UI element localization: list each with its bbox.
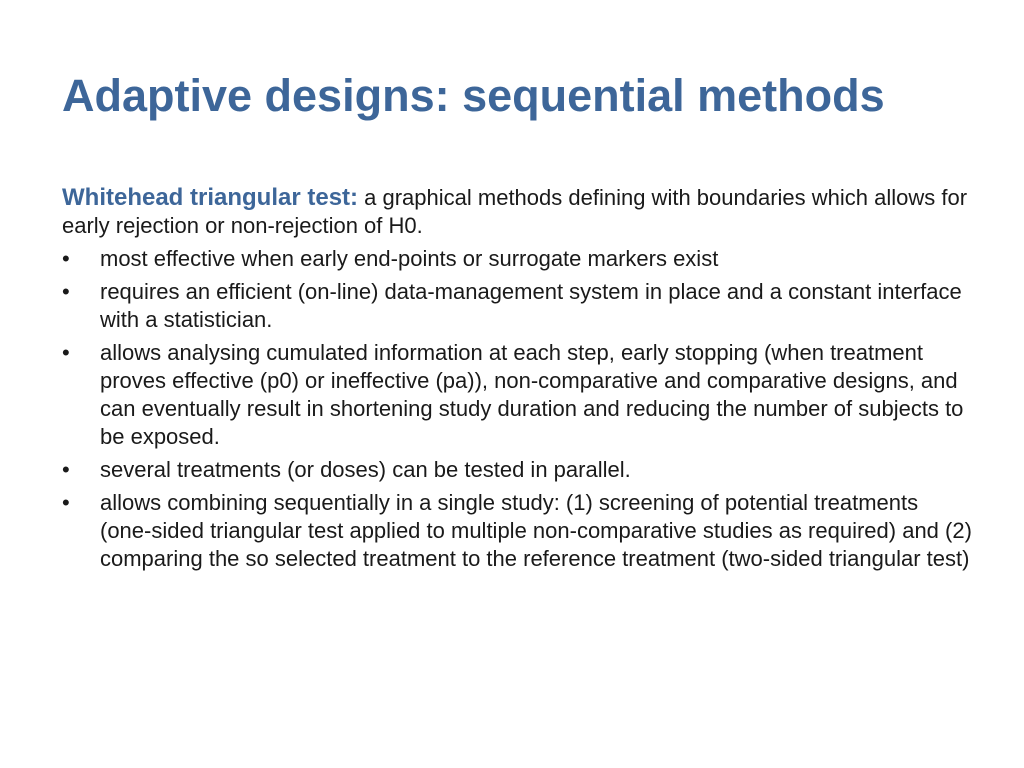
slide-title: Adaptive designs: sequential methods	[62, 70, 885, 121]
bullet-icon: •	[62, 246, 70, 271]
bullet-icon: •	[62, 279, 70, 304]
bullet-list	[62, 245, 972, 573]
intro-lead: Whitehead triangular test:	[62, 184, 359, 211]
list-item-text: most effective when early end-points or surrogate markers exist	[100, 246, 719, 271]
slide-body	[62, 184, 972, 578]
list-item-text: several treatments (or doses) can be tested in parallel.	[100, 457, 631, 482]
bullet-icon: •	[62, 457, 70, 482]
list-item-text: allows analysing cumulated information at each step, early stopping (when treatment proves effective (p0) or ineffective (pa)), non-comparative and comparative designs, and can eventually result in shortening study duration and reducing the number of subjects to be exposed.	[100, 340, 964, 449]
list-item	[62, 339, 972, 451]
list-item	[62, 489, 972, 573]
intro-text: a graphical methods defining with boundaries which allows for early rejection or non-rejection of H0.	[62, 185, 968, 238]
intro-paragraph	[62, 184, 972, 240]
bullet-icon: •	[62, 490, 70, 515]
list-item	[62, 456, 972, 484]
list-item	[62, 245, 972, 273]
bullet-icon: •	[62, 340, 70, 365]
list-item	[62, 278, 972, 334]
list-item-text: allows combining sequentially in a single study: (1) screening of potential treatments (one-sided triangular test applied to multiple non-comparative studies as required) and (2) comparing the so selected treatment to the reference treatment (two-sided triangular test)	[100, 490, 972, 571]
list-item-text: requires an efficient (on-line) data-management system in place and a constant interface with a statistician.	[100, 279, 962, 332]
